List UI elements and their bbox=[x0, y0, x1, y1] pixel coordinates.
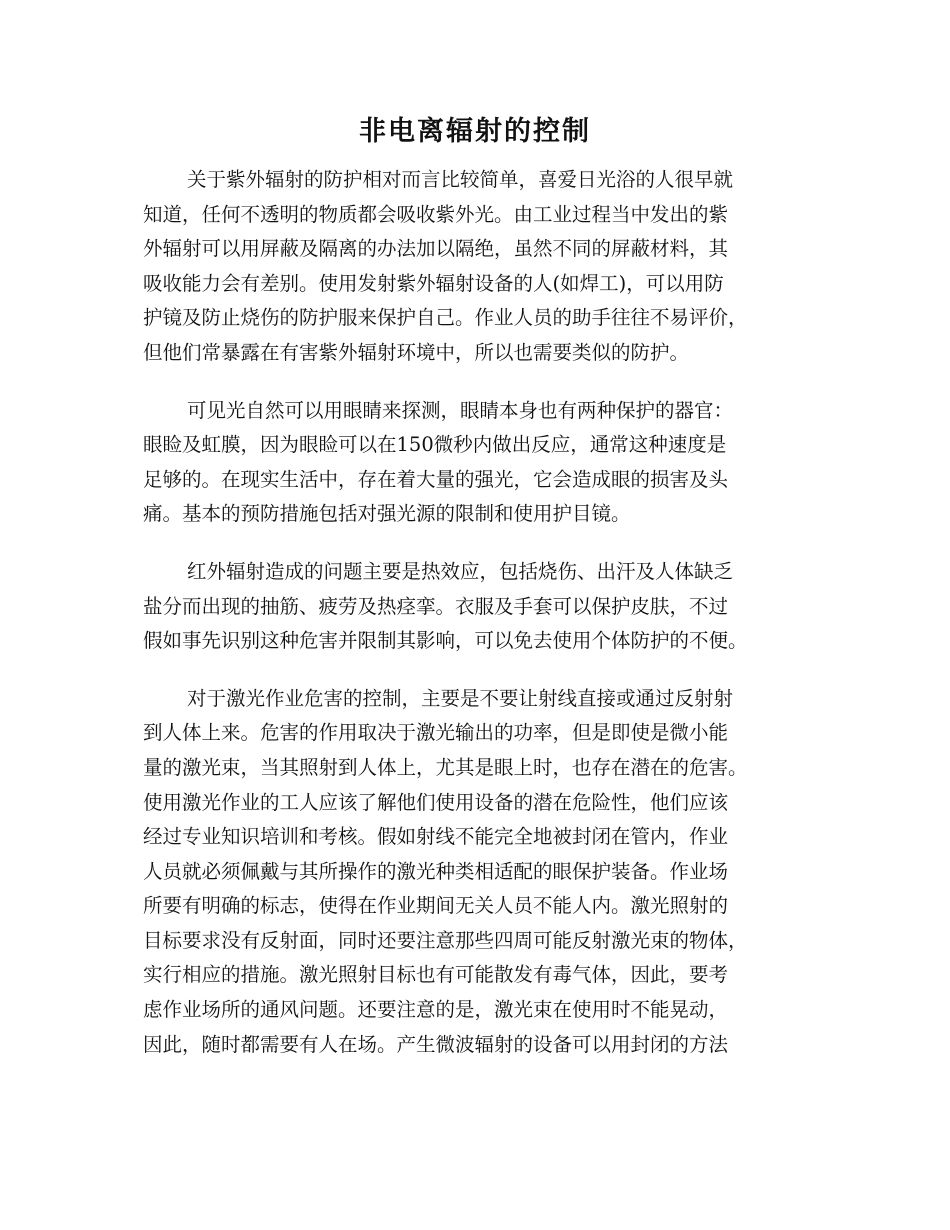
text-line: 足够的。在现实生活中，存在着大量的强光，它会造成眼的损害及头 bbox=[143, 467, 729, 491]
paragraph bbox=[143, 163, 808, 371]
document-title: 非电离辐射的控制 bbox=[359, 116, 591, 147]
text-line: 红外辐射造成的问题主要是热效应，包括烧伤、出汗及人体缺乏 bbox=[187, 559, 734, 583]
text-line: 吸收能力会有差别。使用发射紫外辐射设备的人(如焊工)，可以用防 bbox=[143, 271, 724, 295]
text-line: 假如事先识别这种危害并限制其影响，可以免去使用个体防护的不便。 bbox=[143, 629, 748, 653]
paragraph bbox=[143, 555, 808, 659]
document-body bbox=[143, 163, 808, 1085]
text-line: 关于紫外辐射的防护相对而言比较简单，喜爱日光浴的人很早就 bbox=[187, 168, 734, 191]
text-line: 护镜及防止烧伤的防护服来保护自己。作业人员的助手往往不易评价， bbox=[143, 306, 748, 330]
text-line: 但他们常暴露在有害紫外辐射环境中，所以也需要类似的防护。 bbox=[143, 340, 690, 364]
text-line: 虑作业场所的通风问题。还要注意的是，激光束在使用时不能晃动， bbox=[143, 998, 729, 1022]
text-line: 知道，任何不透明的物质都会吸收紫外光。由工业过程当中发出的紫 bbox=[143, 202, 729, 226]
text-line: 可见光自然可以用眼睛来探测，眼睛本身也有两种保护的器官： bbox=[187, 398, 734, 422]
text-line: 痛。基本的预防措施包括对强光源的限制和使用护目镜。 bbox=[143, 502, 631, 526]
text-line: 所要有明确的标志，使得在作业期间无关人员不能人内。激光照射的 bbox=[143, 894, 729, 918]
text-line: 眼睑及虹膜，因为眼睑可以在150微秒内做出反应，通常这种速度是 bbox=[143, 433, 727, 457]
text-line: 因此，随时都需要有人在场。产生微波辐射的设备可以用封闭的方法 bbox=[143, 1032, 729, 1056]
paragraph bbox=[143, 394, 808, 532]
text-line: 目标要求没有反射面，同时还要注意那些四周可能反射激光束的物体， bbox=[143, 928, 748, 952]
text-line: 对于激光作业危害的控制，主要是不要让射线直接或通过反射射 bbox=[187, 686, 734, 710]
paragraph bbox=[143, 682, 808, 1063]
text-line: 实行相应的措施。激光照射目标也有可能散发有毒气体，因此，要考 bbox=[143, 963, 729, 987]
text-line: 盐分而出现的抽筋、疲劳及热痉挛。衣服及手套可以保护皮肤，不过 bbox=[143, 594, 729, 618]
text-line: 到人体上来。危害的作用取决于激光输出的功率，但是即使是微小能 bbox=[143, 721, 729, 745]
text-line: 使用激光作业的工人应该了解他们使用设备的潜在危险性，他们应该 bbox=[143, 790, 729, 814]
text-line: 人员就必须佩戴与其所操作的激光种类相适配的眼保护装备。作业场 bbox=[143, 859, 729, 883]
text-line: 量的激光束，当其照射到人体上，尤其是眼上时，也存在潜在的危害。 bbox=[143, 755, 748, 779]
text-line: 外辐射可以用屏蔽及隔离的办法加以隔绝，虽然不同的屏蔽材料，其 bbox=[143, 237, 729, 261]
text-line: 经过专业知识培训和考核。假如射线不能完全地被封闭在管内，作业 bbox=[143, 825, 729, 849]
